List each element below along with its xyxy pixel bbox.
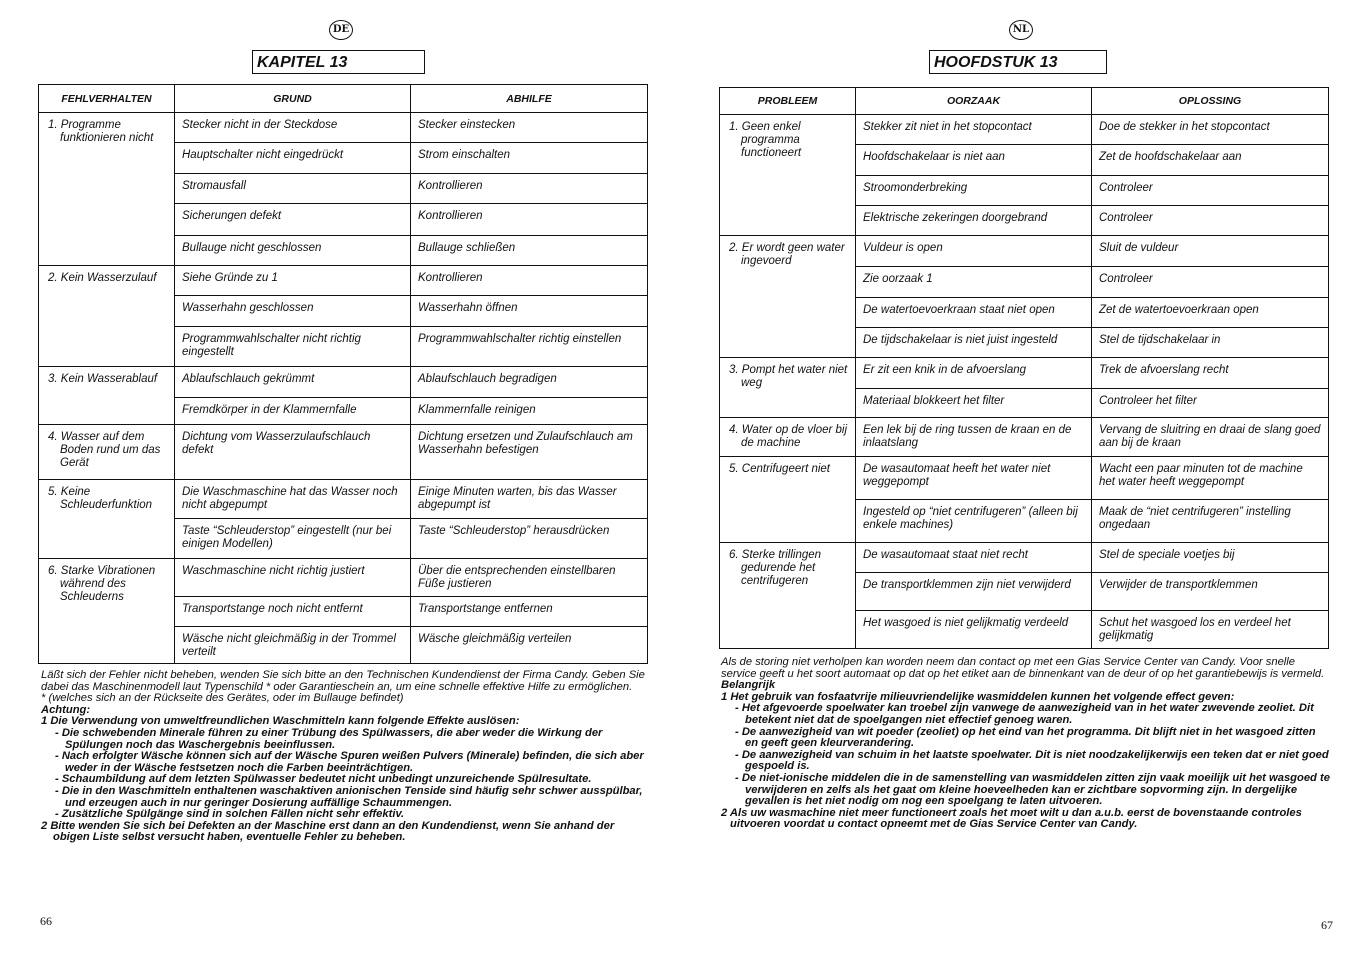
remedy-cell: Schut het wasgoed los en verdeel het gelijkmatig xyxy=(1092,611,1329,649)
cause-cell: Ingesteld op “niet centrifugeren” (alleen bij enkele machines) xyxy=(856,500,1092,543)
notes-bullet: - Die in den Waschmitteln enthaltenen waschaktiven anionischen Tenside sind häufig sehr schwer ausspülbar, und erzeugen auch in nur geringer Dosierung auffällige Schaummengen. xyxy=(55,784,643,809)
troubleshooting-table-de xyxy=(38,84,648,664)
remedy-cell: Über die entsprechenden einstellbaren Füße justieren xyxy=(411,559,648,597)
problem-cell: 1. Geen enkel programma functioneert xyxy=(720,115,856,236)
cause-cell: Wäsche nicht gleichmäßig in der Trommel verteilt xyxy=(175,627,411,664)
notes-item-1: 1 Die Verwendung von umweltfreundlichen Waschmitteln kann folgende Effekte auslösen: xyxy=(41,715,520,728)
cause-cell: Dichtung vom Wasserzulaufschlauch defekt xyxy=(175,425,411,480)
remedy-cell: Controleer xyxy=(1092,267,1329,298)
cause-cell: Elektrische zekeringen doorgebrand xyxy=(856,206,1092,236)
cause-cell: Een lek bij de ring tussen de kraan en de inlaatslang xyxy=(856,418,1092,457)
cause-cell: Fremdkörper in der Klammernfalle xyxy=(175,398,411,425)
notes-bullet: - Het afgevoerde spoelwater kan troebel zijn vanwege de aanwezigheid van in het water zwevende zeoliet. Dit betekent niet dat de spoelgangen niet effectief genoeg waren. xyxy=(735,702,1314,726)
remedy-cell: Controleer xyxy=(1092,176,1329,206)
notes-intro: Läßt sich der Fehler nicht beheben, wenden Sie sich bitte an den Technischen Kundendienst der Firma Candy. Geben Sie dabei das Maschinenmodell laut Typenschild * oder Garantieschein an, um eine schnelle effektive Hilfe zu ermöglichen. xyxy=(41,669,645,693)
cause-cell: Hauptschalter nicht eingedrückt xyxy=(175,143,411,174)
cause-cell: Het wasgoed is niet gelijkmatig verdeeld xyxy=(856,611,1092,649)
remedy-cell: Transportstange entfernen xyxy=(411,597,648,627)
remedy-cell: Stel de tijdschakelaar in xyxy=(1092,328,1329,358)
remedy-cell: Bullauge schließen xyxy=(411,236,648,266)
notes-bullet: - De aanwezigheid van wit poeder (zeoliet) op het eind van het programma. Dit blijft niet in het wasgoed zitten en geeft geen kleurverandering. xyxy=(735,725,1316,750)
notes-bullet: - De niet-ionische middelen die in de samenstelling van wasmiddelen zitten zijn vaak moeilijk uit het wasgoed te verwijderen en zelfs als het gaat om kleine hoeveelheden kan er zichtbare sopvorming zijn. In dergelijke gevallen is het niet nodig om nog een spoelgang te laten uitvoeren. xyxy=(735,771,1330,808)
problem-cell: 4. Wasser auf dem Boden rund um das Gerät xyxy=(39,425,175,480)
cause-cell: Programmwahlschalter nicht richtig eingestellt xyxy=(175,327,411,367)
problem-cell: 2. Er wordt geen water ingevoerd xyxy=(720,236,856,358)
cause-cell: De watertoevoerkraan staat niet open xyxy=(856,298,1092,328)
problem-cell: 5. Keine Schleuderfunktion xyxy=(39,480,175,559)
notes-bullet: - Schaumbildung auf dem letzten Spülwasser bedeutet nicht unbedingt unzureichende Spülresultate. xyxy=(55,773,592,786)
remedy-cell: Vervang de sluitring en draai de slang goed aan bij de kraan xyxy=(1092,418,1329,457)
remedy-cell: Controleer het filter xyxy=(1092,389,1329,418)
remedy-cell: Zet de hoofdschakelaar aan xyxy=(1092,145,1329,176)
cause-cell: Stroomonderbreking xyxy=(856,176,1092,206)
cause-cell: Stromausfall xyxy=(175,174,411,204)
cause-cell: De wasautomaat heeft het water niet weggepompt xyxy=(856,457,1092,500)
cause-cell: Wasserhahn geschlossen xyxy=(175,296,411,327)
remedy-cell: Zet de watertoevoerkraan open xyxy=(1092,298,1329,328)
notes-bullet: - Die schwebenden Minerale führen zu einer Trübung des Spülwassers, die aber weder die Wirkung der Spülungen noch das Waschergebnis beeinflussen. xyxy=(55,726,603,751)
notes-item-2: 2 Als uw wasmachine niet meer functioneert zoals het moet wilt u dan a.u.b. eerst de bovenstaande controles uitvoeren voordat u contact opneemt met de Gias Service Center van Candy. xyxy=(721,806,1302,831)
remedy-cell: Verwijder de transportklemmen xyxy=(1092,573,1329,611)
column-header-cause: OORZAAK xyxy=(856,88,1092,115)
cause-cell: Zie oorzaak 1 xyxy=(856,267,1092,298)
cause-cell: Waschmaschine nicht richtig justiert xyxy=(175,559,411,597)
cause-cell: Ablaufschlauch gekrümmt xyxy=(175,367,411,398)
remedy-cell: Programmwahlschalter richtig einstellen xyxy=(411,327,648,367)
problem-cell: 4. Water op de vloer bij de machine xyxy=(720,418,856,457)
chapter-title: KAPITEL 13 xyxy=(252,50,425,74)
notes-bullet: - Nach erfolgter Wäsche können sich auf der Wäsche Spuren weißen Pulvers (Minerale) befinden, die sich aber weder in der Wäsche festsetzen noch die Farben beeinträchtigen. xyxy=(55,750,644,774)
remedy-cell: Strom einschalten xyxy=(411,143,648,174)
remedy-cell: Klammernfalle reinigen xyxy=(411,398,648,425)
problem-cell: 5. Centrifugeert niet xyxy=(720,457,856,543)
remedy-cell: Einige Minuten warten, bis das Wasser abgepumpt ist xyxy=(411,480,648,519)
remedy-cell: Wacht een paar minuten tot de machine het water heeft weggepompt xyxy=(1092,457,1329,500)
cause-cell: Taste “Schleuderstop” eingestellt (nur bei einigen Modellen) xyxy=(175,519,411,559)
problem-cell: 6. Sterke trillingen gedurende het centrifugeren xyxy=(720,543,856,649)
remedy-cell: Kontrollieren xyxy=(411,204,648,236)
cause-cell: Materiaal blokkeert het filter xyxy=(856,389,1092,418)
column-header-problem: FEHLVERHALTEN xyxy=(39,85,175,113)
cause-cell: Transportstange noch nicht entfernt xyxy=(175,597,411,627)
notes-de xyxy=(41,670,646,844)
page-right-nl xyxy=(676,0,1351,954)
remedy-cell: Wäsche gleichmäßig verteilen xyxy=(411,627,648,664)
notes-footnote: * (welches sich an der Rückseite des Gerätes, oder im Bullauge befindet) xyxy=(41,692,404,705)
cause-cell: Hoofdschakelaar is niet aan xyxy=(856,145,1092,176)
cause-cell: Die Waschmaschine hat das Wasser noch nicht abgepumpt xyxy=(175,480,411,519)
notes-item-2: 2 Bitte wenden Sie sich bei Defekten an der Maschine erst dann an den Kundendienst, wenn Sie anhand der obigen Liste selbst versucht haben, eventuelle Fehler zu beheben. xyxy=(41,819,615,844)
problem-cell: 6. Starke Vibrationen während des Schleuderns xyxy=(39,559,175,664)
remedy-cell: Kontrollieren xyxy=(411,266,648,296)
cause-cell: De tijdschakelaar is niet juist ingesteld xyxy=(856,328,1092,358)
cause-cell: Stecker nicht in der Steckdose xyxy=(175,113,411,143)
notes-bullet: - De aanwezigheid van schuim in het laatste spoelwater. Dit is niet noodzakelijkerwijs een teken dat er niet goed gespoeld is. xyxy=(735,748,1329,773)
remedy-cell: Maak de “niet centrifugeren” instelling ongedaan xyxy=(1092,500,1329,543)
notes-intro: Als de storing niet verholpen kan worden neem dan contact op met een Gias Service Center van Candy. Voor snelle service geeft u het soort automaat op dat op het etiket aan de binnenkant van de deur of op het garantiebewijs is vermeld. xyxy=(721,656,1325,680)
remedy-cell: Stel de speciale voetjes bij xyxy=(1092,543,1329,573)
troubleshooting-table-nl xyxy=(719,87,1329,649)
notes-item-1: 1 Het gebruik van fosfaatvrije milieuvriendelijke wasmiddelen kunnen het volgende effect geven: xyxy=(721,690,1235,703)
cause-cell: Vuldeur is open xyxy=(856,236,1092,267)
problem-cell: 3. Kein Wasserablauf xyxy=(39,367,175,425)
cause-cell: Bullauge nicht geschlossen xyxy=(175,236,411,266)
remedy-cell: Trek de afvoerslang recht xyxy=(1092,358,1329,389)
problem-cell: 3. Pompt het water niet weg xyxy=(720,358,856,418)
problem-cell: 2. Kein Wasserzulauf xyxy=(39,266,175,367)
page-number: 66 xyxy=(40,914,52,928)
cause-cell: De wasautomaat staat niet recht xyxy=(856,543,1092,573)
remedy-cell: Kontrollieren xyxy=(411,174,648,204)
cause-cell: Siehe Gründe zu 1 xyxy=(175,266,411,296)
remedy-cell: Ablaufschlauch begradigen xyxy=(411,367,648,398)
notes-bullet: - Zusätzliche Spülgänge sind in solchen Fällen nicht sehr effektiv. xyxy=(55,808,405,821)
remedy-cell: Wasserhahn öffnen xyxy=(411,296,648,327)
language-badge-de: DE xyxy=(329,20,353,40)
chapter-title: HOOFDSTUK 13 xyxy=(929,50,1107,74)
problem-cell: 1. Programme funktionieren nicht xyxy=(39,113,175,266)
remedy-cell: Controleer xyxy=(1092,206,1329,236)
cause-cell: Er zit een knik in de afvoerslang xyxy=(856,358,1092,389)
remedy-cell: Dichtung ersetzen und Zulaufschlauch am Wasserhahn befestigen xyxy=(411,425,648,480)
remedy-cell: Sluit de vuldeur xyxy=(1092,236,1329,267)
remedy-cell: Taste “Schleuderstop” herausdrücken xyxy=(411,519,648,559)
remedy-cell: Stecker einstecken xyxy=(411,113,648,143)
page-left-de xyxy=(0,0,675,954)
cause-cell: Stekker zit niet in het stopcontact xyxy=(856,115,1092,145)
column-header-remedy: ABHILFE xyxy=(411,85,648,113)
page-number: 67 xyxy=(1321,918,1333,932)
language-badge-nl: NL xyxy=(1009,20,1033,40)
remedy-cell: Doe de stekker in het stopcontact xyxy=(1092,115,1329,145)
cause-cell: De transportklemmen zijn niet verwijderd xyxy=(856,573,1092,611)
notes-attention: Achtung: xyxy=(41,703,91,716)
column-header-cause: GRUND xyxy=(175,85,411,113)
cause-cell: Sicherungen defekt xyxy=(175,204,411,236)
notes-attention: Belangrijk xyxy=(721,679,776,692)
column-header-problem: PROBLEEM xyxy=(720,88,856,115)
column-header-remedy: OPLOSSING xyxy=(1092,88,1329,115)
notes-nl xyxy=(721,657,1331,831)
